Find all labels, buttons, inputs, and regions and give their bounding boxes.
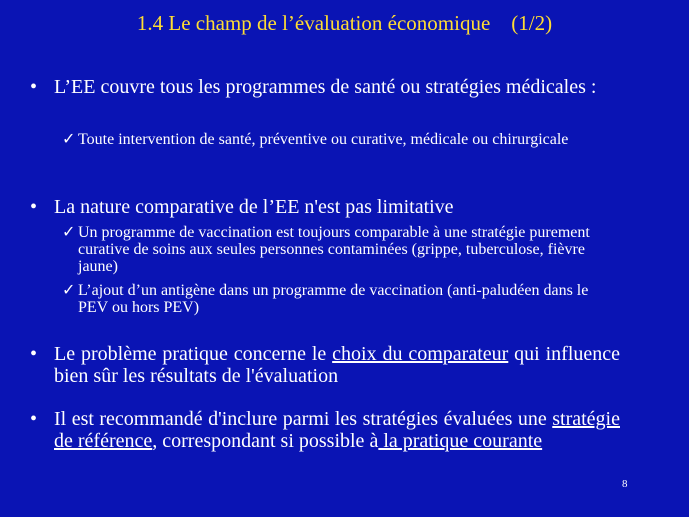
bullet-dot: • bbox=[30, 343, 38, 365]
bullet-2-sub-1 bbox=[62, 224, 618, 275]
bullet-1 bbox=[30, 76, 620, 98]
checkmark-icon: ✓ bbox=[62, 282, 76, 299]
bullet-1-sub-1 bbox=[62, 131, 618, 148]
bullet-3-text-before: Le problème pratique concerne le bbox=[54, 343, 333, 365]
current-practice-text: la pratique courante bbox=[378, 430, 543, 452]
checkmark-icon: ✓ bbox=[62, 224, 76, 241]
bullet-1-sub-1-text: Toute intervention de santé, préventive ou curative, médicale ou chirurgicale bbox=[78, 131, 569, 148]
bullet-dot: • bbox=[30, 76, 38, 98]
bullet-4-text-middle: , correspondant si possible à bbox=[152, 430, 379, 452]
comparator-link-text: choix du comparateur bbox=[332, 343, 509, 365]
bullet-2-sub-1-text: Un programme de vaccination est toujours comparable à une stratégie purement curative de soins aux seules personnes contaminées (grippe, tuberculose, fièvre jaune) bbox=[78, 224, 590, 275]
bullet-dot: • bbox=[30, 408, 38, 430]
bullet-2-text: La nature comparative de l’EE n'est pas limitative bbox=[54, 196, 454, 218]
bullet-4-text bbox=[54, 408, 620, 452]
bullet-2-sub-2-text: L’ajout d’un antigène dans un programme de vaccination (anti-paludéen dans le PEV ou hors PEV) bbox=[78, 282, 589, 316]
bullet-3-text bbox=[54, 343, 620, 387]
bullet-2 bbox=[30, 196, 620, 218]
slide-title: 1.4 Le champ de l’évaluation économique (1/2) bbox=[136, 11, 553, 35]
bullet-4-text-before: Il est recommandé d'inclure parmi les stratégies évaluées une bbox=[54, 408, 553, 430]
bullet-2-sub-2 bbox=[62, 282, 618, 316]
bullet-dot: • bbox=[30, 196, 38, 218]
checkmark-icon: ✓ bbox=[62, 131, 76, 148]
bullet-4 bbox=[30, 408, 620, 452]
bullet-3 bbox=[30, 343, 620, 387]
bullet-3-text-after: qui influence bien sûr les résultats de l'évaluation bbox=[54, 343, 621, 387]
page-number: 8 bbox=[622, 478, 628, 490]
bullet-1-text: L’EE couvre tous les programmes de santé ou stratégies médicales : bbox=[54, 76, 597, 98]
reference-strategy-text: stratégie de référence bbox=[54, 408, 620, 452]
